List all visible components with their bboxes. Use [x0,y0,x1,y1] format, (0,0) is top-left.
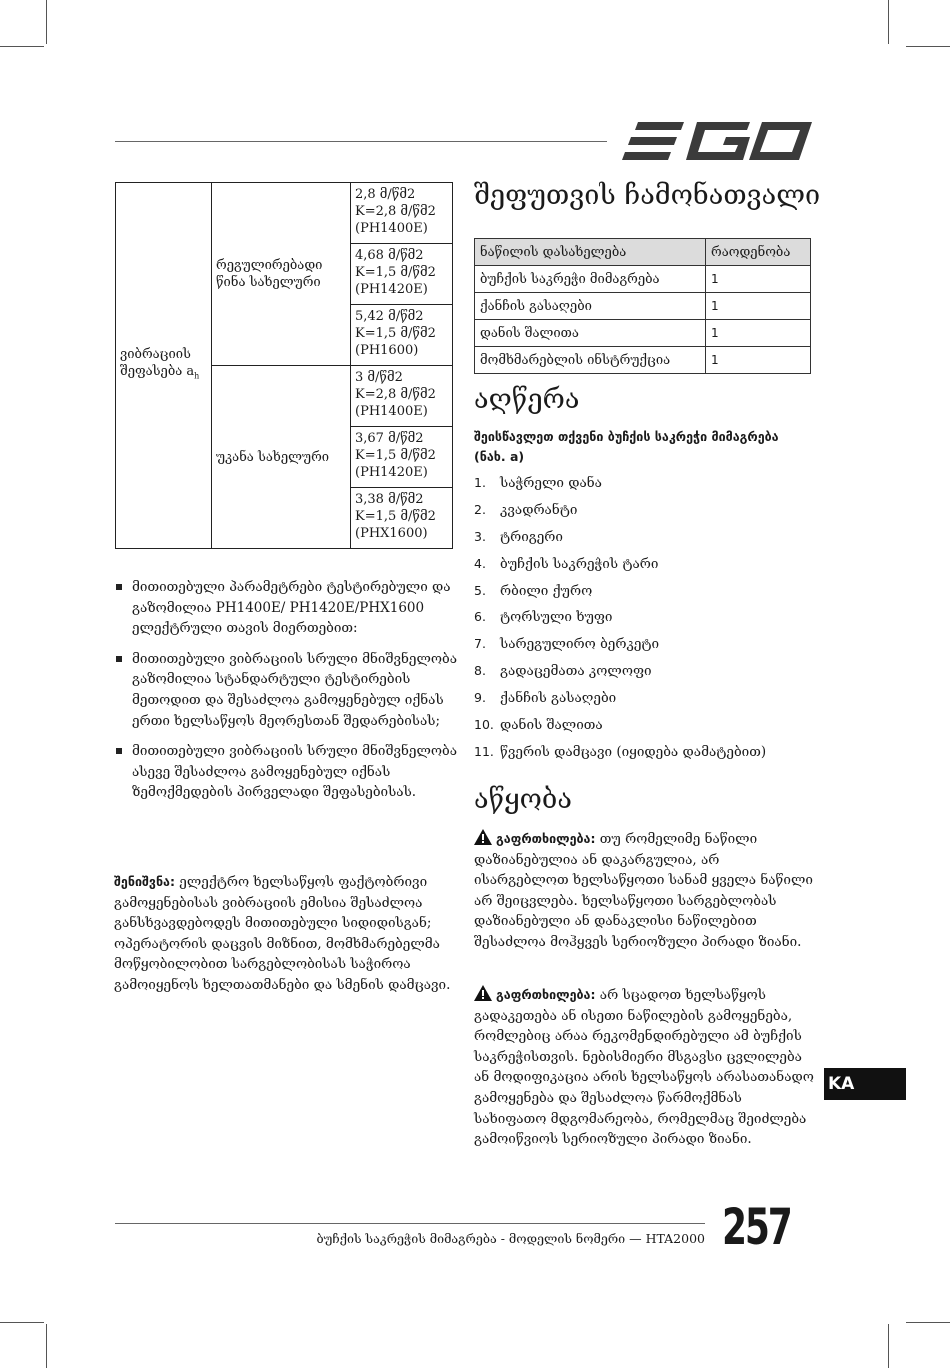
part-qty: 1 [706,266,811,293]
crop-mark [888,1324,889,1368]
crop-mark [888,0,889,44]
part-qty: 1 [706,293,811,320]
list-item: 3. ტრიგერი [474,528,563,545]
vibration-row-label: ვიბრაციის შეფასება $a_h$ [116,183,212,549]
list-item: 2. კვადრანტი [474,501,578,518]
vibration-value: 5,42 მ/წმ2 K=1,5 მ/წმ2 (PH1600) [351,305,453,366]
packing-table [474,238,811,374]
list-item: 10. დანის შალითა [474,717,603,734]
warning-paragraph [474,829,814,953]
crop-mark [0,46,44,47]
warning-text: არ სცადოთ ხელსაწყოს გადაკეთება ან ისეთი ნაწილების გამოყენება, რომლებიც არაა რეკომენდირებული ამ ბუჩქის საკრეჭისთვის. ნებისმიერი მსგავსი ცვლილება ან მოდიფიკაცია არის ხელსაწყოს არასათანადო გამოყენება და შესაძლოა წარმოქმნას სახიფათო მდგომარეობა, რომელმაც შეიძლება გამოიწვიოს სერიოზული პირადი ზიანი. [474,987,814,1148]
list-item: 11. წვერის დამცავი (იყიდება დამატებით) [474,743,767,760]
packing-title: შეფუთვის ჩამონათვალი [474,180,821,211]
vibration-table [115,182,453,549]
warning-triangle-icon [474,829,492,845]
page-number: 257 [722,1198,791,1256]
part-name: ბუჩქის საკრეჭი მიმაგრება [475,266,706,293]
list-item: მითითებული ვიბრაციის სრული მნიშვნელობა გაზომილია სტანდარტული ტესტირების მეთოდით და შესაძლოა გამოყენებულ იქნას ერთი ხელსაწყოს მეორესთან შედარებისას; [114,649,459,731]
square-bullet-icon [116,584,122,590]
table-row [475,320,811,347]
square-bullet-icon [116,656,122,662]
handle-label: რეგულირებადი წინა სახელური [212,183,351,366]
vibration-value: 3,38 მ/წმ2 K=1,5 მ/წმ2 (PHX1600) [351,488,453,549]
column-header: რაოდენობა [706,239,811,266]
language-tab: KA [824,1068,906,1100]
crop-mark [46,1324,47,1368]
warning-label: გაფრთხილება: [496,987,596,1002]
note-label: შენიშვნა: [114,874,175,889]
footer-text: ბუჩქის საკრეჭის მიმაგრება - მოდელის ნომერი — HTA2000 [316,1231,705,1246]
column-header: ნაწილის დასახელება [475,239,706,266]
warning-triangle-icon [474,985,492,1001]
crop-mark [46,0,47,44]
part-name: ქანჩის გასაღები [475,293,706,320]
part-name: დანის შალითა [475,320,706,347]
handle-label: უკანა სახელური [212,366,351,549]
note-text: ელექტრო ხელსაწყოს ფაქტობრივი გამოყენებისას ვიბრაციის ემისია შესაძლოა განსხვავდებოდეს მითითებული სიდიდისგან; ოპერატორის დაცვის მიზნით, მომხმარებელმა მოწყობილობით სარგებლობისას საჭიროა გამოიყენოს ხელთათმანები და სმენის დამცავი. [114,874,451,993]
crop-mark [906,46,950,47]
vibration-value: 4,68 მ/წმ2 K=1,5 მ/წმ2 (PH1420E) [351,244,453,305]
crop-mark [906,1322,950,1323]
list-item: 4. ბუჩქის საკრეჭის ტარი [474,555,659,572]
part-qty: 1 [706,320,811,347]
warning-label: გაფრთხილება: [496,831,596,846]
assembly-title: აწყობა [474,784,572,815]
spec-notes-list [114,577,459,813]
parts-list [474,472,766,768]
list-item: 5. რბილი ქურო [474,582,593,599]
list-item: მითითებული ვიბრაციის სრული მნიშვნელობა ასევე შესაძლოა გამოყენებულ იქნას ზემოქმედების პირველადი შეფასებისას. [114,741,459,803]
table-row [475,347,811,374]
part-name: მომხმარებლის ინსტრუქცია [475,347,706,374]
vibration-value: 3,67 მ/წმ2 K=1,5 მ/წმ2 (PH1420E) [351,427,453,488]
list-item: 6. ტორსული ხუფი [474,609,613,626]
warning-paragraph [474,985,814,1150]
header-rule [115,141,607,142]
description-intro: შეისწავლეთ თქვენი ბუჩქის საკრეჭი მიმაგრება (ნახ. a) [474,429,779,464]
square-bullet-icon [116,748,122,754]
part-qty: 1 [706,347,811,374]
vibration-value: 3 მ/წმ2 K=2,8 მ/წმ2 (PH1400E) [351,366,453,427]
warning-text: თუ რომელიმე ნაწილი დაზიანებულია ან დაკარგულია, არ ისარგებლოთ ხელსაწყოთი სანამ ყველა ნაწილი არ შეიცვლება. ხელსაწყოთი სარგებლობას დაზიანებული ან დანაკლისი ნაწილებით შესაძლოა მოჰყვეს სერიოზული პირადი ზიანი. [474,831,813,950]
note-paragraph [114,872,459,996]
table-row [475,266,811,293]
list-item: 7. სარეგულირო ბერკეტი [474,636,660,653]
list-item: მითითებული პარამეტრები ტესტირებული და გაზომილია PH1400E/ PH1420E/PHX1600 ელექტრული თავის მიერთებით: [114,577,459,639]
list-item: 8. გადაცემათა კოლოფი [474,663,652,680]
ego-logo [622,118,812,164]
list-item: 1. საჭრელი დანა [474,475,602,491]
list-item: 9. ქანჩის გასაღები [474,690,617,707]
table-row [475,293,811,320]
vibration-value: 2,8 მ/წმ2 K=2,8 მ/წმ2 (PH1400E) [351,183,453,244]
description-title: აღწერა [474,384,580,415]
crop-mark [0,1322,44,1323]
footer-rule [115,1223,705,1224]
